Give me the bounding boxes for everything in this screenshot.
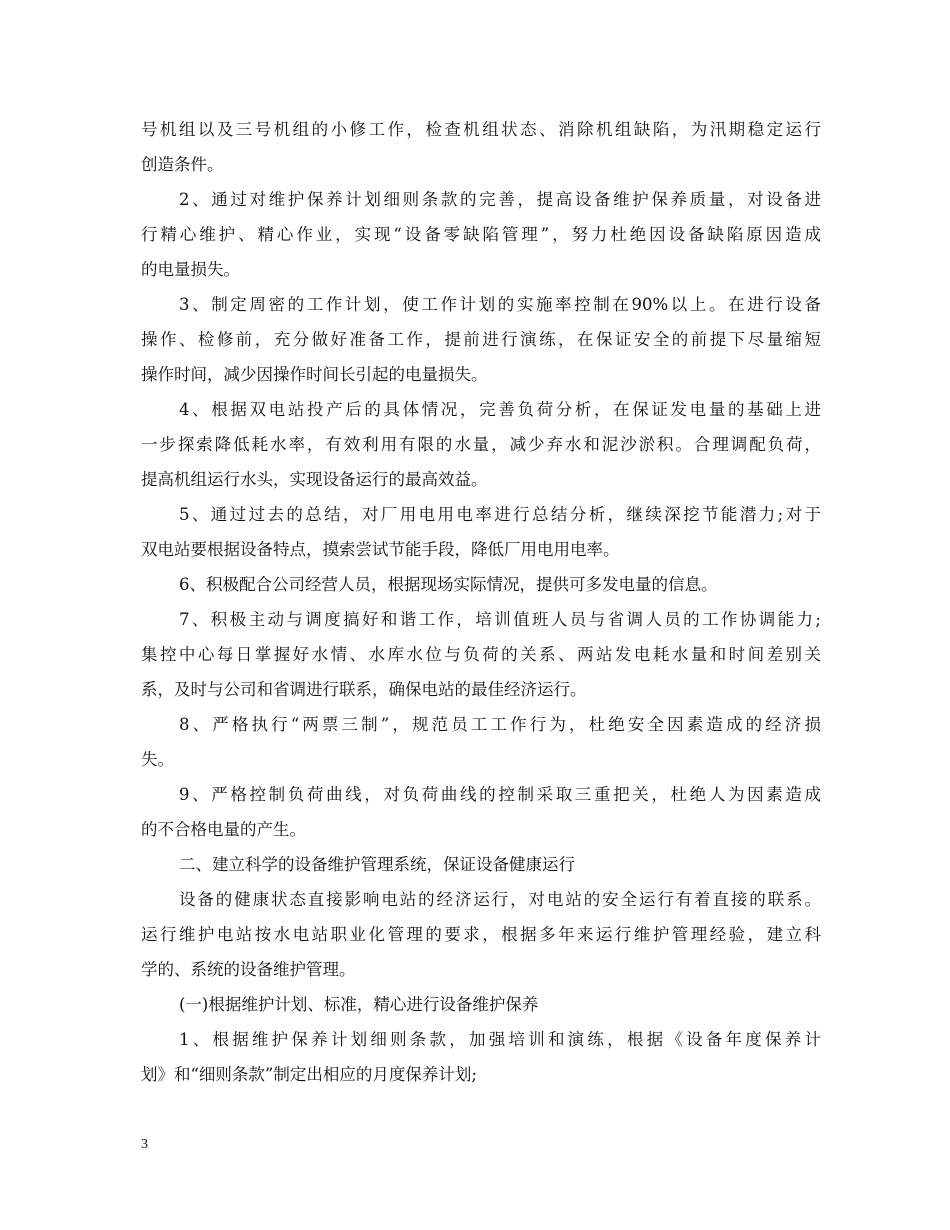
text-line: 行精心维护、精心作业，实现“设备零缺陷管理”，努力杜绝因设备缺陷原因造成 [141, 225, 821, 244]
text-line: 运行维护电站按水电站职业化管理的要求，根据多年来运行维护管理经验，建立科 [141, 925, 821, 944]
text-line: 3、制定周密的工作计划，使工作计划的实施率控制在90%以上。在进行设备 [179, 295, 821, 314]
text-line: 划》和“细则条款”制定出相应的月度保养计划; [141, 1065, 477, 1084]
text-line: 的不合格电量的产生。 [141, 820, 306, 839]
text-line: 7、积极主动与调度搞好和谐工作，培训值班人员与省调人员的工作协调能力; [179, 610, 821, 629]
text-line: 4、根据双电站投产后的具体情况，完善负荷分析，在保证发电量的基础上进 [179, 400, 821, 419]
text-line: 9、严格控制负荷曲线，对负荷曲线的控制采取三重把关，杜绝人为因素造成 [179, 785, 821, 804]
text-line: 8、严格执行“两票三制”，规范员工工作行为，杜绝安全因素造成的经济损 [179, 715, 821, 734]
text-line: 集控中心每日掌握好水情、水库水位与负荷的关系、两站发电耗水量和时间差别关 [141, 645, 821, 664]
text-line: 2、通过对维护保养计划细则条款的完善，提高设备维护保养质量，对设备进 [179, 190, 821, 209]
text-line: 提高机组运行水头，实现设备运行的最高效益。 [141, 470, 488, 489]
text-line: 二、建立科学的设备维护管理系统，保证设备健康运行 [179, 855, 575, 874]
text-line: (一)根据维护计划、标准，精心进行设备维护保养 [179, 995, 539, 1014]
text-line: 的电量损失。 [141, 260, 240, 279]
text-line: 操作时间，减少因操作时间长引起的电量损失。 [141, 365, 488, 384]
text-line: 一步探索降低耗水率，有效利用有限的水量，减少弃水和泥沙淤积。合理调配负荷， [141, 435, 821, 454]
text-line: 双电站要根据设备特点，摸索尝试节能手段，降低厂用电用电率。 [141, 540, 620, 559]
text-line: 5、通过过去的总结，对厂用电用电率进行总结分析，继续深挖节能潜力;对于 [179, 505, 821, 524]
document-body [141, 112, 821, 1092]
text-line: 创造条件。 [141, 155, 224, 174]
page-number: 3 [141, 1137, 148, 1152]
text-line: 失。 [141, 750, 174, 769]
text-line: 设备的健康状态直接影响电站的经济运行，对电站的安全运行有着直接的联系。 [179, 890, 821, 909]
text-line: 系，及时与公司和省调进行联系，确保电站的最佳经济运行。 [141, 680, 587, 699]
text-line: 6、积极配合公司经营人员，根据现场实际情况，提供可多发电量的信息。 [179, 575, 718, 594]
text-line: 学的、系统的设备维护管理。 [141, 960, 356, 979]
text-line: 1、根据维护保养计划细则条款，加强培训和演练，根据《设备年度保养计 [179, 1030, 821, 1049]
text-line: 操作、检修前，充分做好准备工作，提前进行演练，在保证安全的前提下尽量缩短 [141, 330, 821, 349]
text-line: 号机组以及三号机组的小修工作，检查机组状态、消除机组缺陷，为汛期稳定运行 [141, 120, 821, 139]
